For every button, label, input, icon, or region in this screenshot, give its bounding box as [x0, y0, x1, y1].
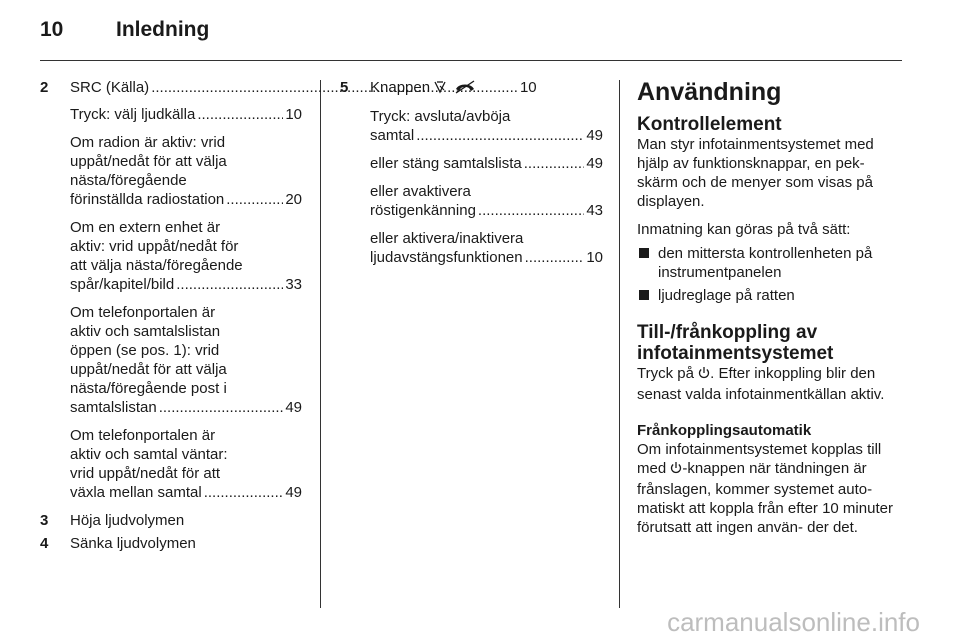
entry-line: uppåt/nedåt för att välja [70, 153, 227, 170]
column-3 [637, 78, 903, 546]
item-text: Höja ljudvolymen [70, 512, 185, 529]
page-ref: 33 [285, 276, 302, 293]
page-ref: 49 [586, 155, 603, 172]
list-item: den mittersta kontrollenheten på instrumentpanelen [637, 244, 903, 282]
mute-icon [434, 80, 450, 99]
power-icon [698, 366, 710, 385]
item-number: 3 [40, 512, 49, 529]
entry-line: uppåt/nedåt för att välja [70, 361, 227, 378]
entry-line: vrid uppåt/nedåt för att [70, 465, 221, 482]
entry-line: nästa/föregående post i [70, 380, 227, 397]
entry-text: växla mellan samtal [70, 484, 202, 501]
column-divider-2 [619, 80, 620, 608]
entry-line: Om en extern enhet är [70, 219, 221, 236]
page-ref: 10 [285, 106, 302, 123]
entry-text: samtalslistan [70, 399, 157, 416]
item-text: Sänka ljudvolymen [70, 535, 196, 552]
subsection-heading: Kontrollelement [637, 114, 782, 135]
item-number: 5 [340, 79, 349, 96]
hang-up-phone-icon [454, 80, 476, 99]
entry-text: spår/kapitel/bild [70, 276, 175, 293]
entry-text: Tryck: välj ljudkälla [70, 106, 196, 123]
list-item: ljudreglage på ratten [637, 286, 903, 305]
list-item-4 [40, 534, 302, 553]
power-icon [670, 461, 682, 480]
page-ref: 20 [285, 191, 302, 208]
paragraph: Tryck på . Efter inkoppling blir den senast valda infotainmentkällan aktiv. [637, 365, 885, 403]
page-ref: 10 [586, 249, 603, 266]
page-title: Inledning [116, 18, 210, 41]
entry-line: att välja nästa/föregående [70, 257, 243, 274]
list-item-5 [340, 78, 603, 99]
entry-line: eller aktivera/inaktivera [370, 230, 524, 247]
watermark: carmanualsonline.info [667, 607, 920, 637]
list-item-3 [40, 511, 302, 530]
sub-entry [70, 218, 302, 294]
entry-text: SRC (Källa) [70, 79, 150, 96]
column-2 [340, 78, 603, 276]
page-ref: 10 [519, 79, 537, 96]
page-header [40, 18, 209, 42]
bullet-list [637, 244, 903, 305]
subsection-heading: Till-/frånkoppling av [637, 322, 818, 343]
sub-entry [370, 107, 603, 145]
item-number: 4 [40, 535, 49, 552]
entry-text: ljudavstängsfunktionen [370, 249, 523, 266]
bullet-icon [639, 290, 649, 300]
entry-line: Om telefonportalen är [70, 304, 216, 321]
sub-entry [70, 105, 302, 124]
page-ref: 49 [285, 484, 302, 501]
header-rule [40, 60, 902, 61]
sub-entry [370, 229, 603, 267]
sub-entry [70, 426, 302, 502]
minor-heading: Frånkopplingsautomatik [637, 422, 812, 439]
entry-line: eller avaktivera [370, 183, 471, 200]
paragraph: Inmatning kan göras på två sätt: [637, 221, 851, 238]
entry-line: aktiv: vrid uppåt/nedåt för [70, 238, 239, 255]
sub-entry [70, 133, 302, 209]
sub-entry [370, 154, 603, 173]
sub-entry [370, 182, 603, 220]
bullet-icon [639, 248, 649, 258]
entry-line: aktiv och samtal väntar: [70, 446, 228, 463]
page-ref: 43 [586, 202, 603, 219]
paragraph: Om infotainmentsystemet kopplas till med -knappen när tändningen är frånslagen, kommer systemet auto- matiskt att koppla från efter 10 minuter förutsatt att ingen använ- der det. [637, 441, 893, 536]
item-number: 2 [40, 79, 49, 96]
page-ref: 49 [586, 127, 603, 144]
entry-text: eller stäng samtalslista [370, 155, 522, 172]
entry-text: samtal [370, 127, 415, 144]
entry-text: röstigenkänning [370, 202, 476, 219]
entry-line: öppen (se pos. 1): vrid [70, 342, 220, 359]
item-title: Knappen [370, 79, 431, 96]
subsection-heading: infotainmentsystemet [637, 343, 834, 364]
section-heading: Användning [637, 78, 782, 106]
entry-line: nästa/föregående [70, 172, 187, 189]
paragraph: Man styr infotainmentsystemet med hjälp av funktionsknappar, en pek- skärm och de menyer som visas på displayen. [637, 136, 874, 210]
page-number: 10 [40, 18, 64, 41]
column-divider-1 [320, 80, 321, 608]
sub-entry [70, 303, 302, 417]
entry-line: aktiv och samtalslistan [70, 323, 221, 340]
entry-line: Om radion är aktiv: vrid [70, 134, 226, 151]
entry-line: Om telefonportalen är [70, 427, 216, 444]
entry-text: förinställda radiostation [70, 191, 225, 208]
entry-line: Tryck: avsluta/avböja [370, 108, 511, 125]
page-ref: 49 [285, 399, 302, 416]
